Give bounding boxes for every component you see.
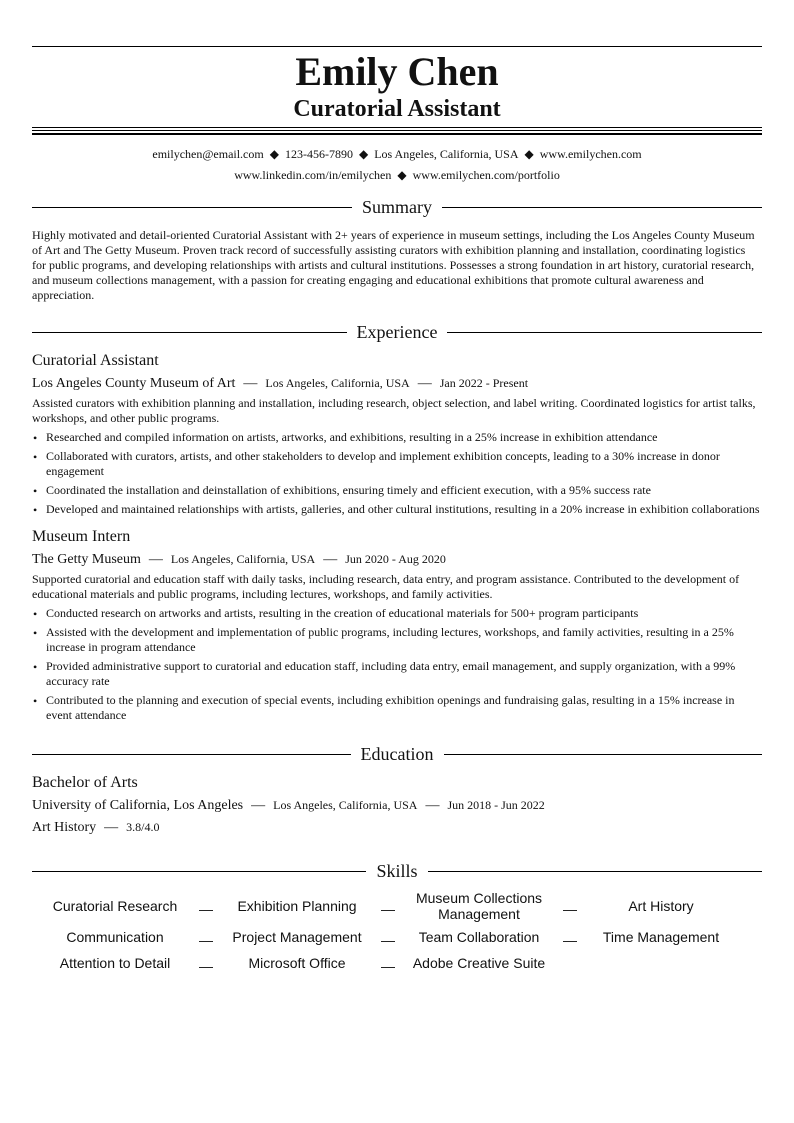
location: Los Angeles, California, USA: [374, 147, 519, 161]
summary-title: Summary: [362, 197, 432, 217]
dash-separator: —: [199, 958, 213, 974]
job-entry: [32, 527, 762, 723]
job-dates: Jun 2020 - Aug 2020: [345, 552, 446, 566]
job-org: Los Angeles County Museum of Art: [32, 376, 236, 391]
skill-item: Curatorial Research: [52, 898, 178, 914]
job-bullets: [32, 430, 762, 517]
skill-item: Museum Collections Management: [415, 890, 543, 922]
contact-line-2: [32, 165, 762, 186]
skills-grid: [32, 890, 762, 974]
dash-separator: —: [251, 798, 266, 813]
list-item: • Developed and maintained relationships with artists, galleries, and other cultural institutions, resulting in a 20% increase in exhibition collaborations: [33, 502, 760, 517]
skills-row: [32, 890, 762, 922]
bullet-icon: •: [33, 484, 38, 498]
skills-heading: [32, 860, 762, 882]
skills-title: Skills: [376, 861, 418, 881]
portfolio: www.emilychen.com/portfolio: [412, 168, 560, 182]
dash-separator: —: [199, 932, 213, 948]
linkedin: www.linkedin.com/in/emilychen: [234, 168, 392, 182]
bullet-icon: •: [33, 607, 38, 621]
list-item: • Coordinated the installation and deinstallation of exhibitions, ensuring timely and efficient execution, with a 95% success rate: [33, 483, 651, 498]
bullet-icon: •: [33, 660, 38, 674]
education-dates: Jun 2018 - Jun 2022: [447, 798, 545, 812]
candidate-name: Emily Chen: [295, 49, 499, 94]
skill-item: Time Management: [602, 929, 720, 945]
job-entry: [32, 351, 762, 517]
dash-separator: —: [381, 958, 395, 974]
bullet-icon: •: [33, 431, 38, 445]
dash-separator: —: [563, 901, 577, 917]
job-location: Los Angeles, California, USA: [170, 552, 316, 566]
top-rule: [32, 46, 762, 47]
list-item: • Provided administrative support to curatorial and education staff, including data entry, email management, and supply organization, with a 99% accuracy rate: [33, 659, 736, 688]
dash-separator: —: [563, 932, 577, 948]
skills-row: [32, 926, 762, 948]
header-rule: [32, 127, 762, 128]
summary-heading: [32, 196, 762, 218]
bullet-icon: •: [33, 503, 38, 517]
list-item: • Researched and compiled information on artists, artworks, and exhibitions, resulting in a 25% increase in exhibition attendance: [33, 430, 658, 445]
job-location: Los Angeles, California, USA: [265, 376, 410, 390]
major: Art History: [32, 820, 97, 835]
job-org: The Getty Museum: [32, 552, 141, 567]
dash-separator: —: [104, 820, 119, 835]
list-item: • Assisted with the development and implementation of public programs, including lectures, workshops, and family activities, resulting in a 25% increase in program attendance: [33, 625, 734, 654]
skill-item: Communication: [66, 929, 164, 945]
contact-line-1: [32, 144, 762, 165]
job-title: Curatorial Assistant: [32, 352, 159, 369]
education-heading: [32, 743, 762, 765]
job-dates: Jan 2022 - Present: [439, 376, 529, 390]
dash-separator: —: [417, 376, 432, 391]
dash-separator: —: [323, 552, 338, 567]
job-meta: [32, 549, 762, 570]
skill-item: Art History: [628, 898, 694, 914]
diamond-separator-icon: ◆: [524, 147, 534, 161]
experience-title: Experience: [356, 322, 438, 342]
skill-item: Team Collaboration: [418, 929, 540, 945]
list-item: • Contributed to the planning and execution of special events, including exhibition openings and fundraising galas, resulting in a 15% increase in event attendance: [33, 693, 735, 722]
education-title: Education: [360, 744, 434, 764]
experience-heading: [32, 321, 762, 343]
gpa: 3.8/4.0: [126, 820, 160, 834]
education-meta: [32, 795, 762, 816]
degree: Bachelor of Arts: [32, 774, 138, 791]
header-rule: [32, 130, 762, 131]
list-item: • Conducted research on artworks and artists, resulting in the creation of educational materials for 500+ program participants: [33, 606, 639, 621]
skills-row: [32, 952, 762, 974]
job-title: Museum Intern: [32, 528, 131, 545]
skill-item: Attention to Detail: [59, 955, 171, 971]
diamond-separator-icon: ◆: [358, 147, 369, 161]
skill-item: Project Management: [232, 929, 362, 945]
dash-separator: —: [425, 798, 440, 813]
job-meta: [32, 373, 762, 394]
list-item: • Collaborated with curators, artists, and other stakeholders to develop and implement exhibition concepts, leading to a 30% increase in donor engagement: [33, 449, 720, 478]
job-description: Supported curatorial and education staff with daily tasks, including research, data entry, and program assistance. Contributed to the development of educational materials and public programs, including lectures, workshops, and family activities.: [32, 572, 740, 601]
bullet-icon: •: [33, 626, 38, 640]
diamond-separator-icon: ◆: [397, 168, 407, 182]
bullet-icon: •: [33, 694, 38, 708]
header-rule-thick: [32, 133, 762, 135]
summary-text: Highly motivated and detail-oriented Curatorial Assistant with 2+ years of experience in museum settings, including the Los Angeles County Museum of Art and The Getty Museum. Proven track record of successfully assisting curators with exhibition planning and installation, coordinating logistics for public programs, and developing relationships with artists and cultural institutions. Possesses a strong foundation in art history, curatorial research, and museum collections management, with a passion for creating engaging and educational exhibitions that promote cultural awareness and appreciation.: [32, 228, 755, 302]
dash-separator: —: [381, 932, 395, 948]
candidate-role: Curatorial Assistant: [293, 96, 501, 122]
website: www.emilychen.com: [539, 147, 642, 161]
skill-item: Microsoft Office: [248, 955, 346, 971]
skill-item: Adobe Creative Suite: [412, 955, 546, 971]
diamond-separator-icon: ◆: [269, 147, 279, 161]
email: emilychen@email.com: [152, 147, 264, 161]
skill-item: Exhibition Planning: [237, 898, 357, 914]
dash-separator: —: [381, 901, 395, 917]
dash-separator: —: [148, 552, 163, 567]
school: University of California, Los Angeles: [32, 798, 244, 813]
dash-separator: —: [199, 901, 213, 917]
phone: 123-456-7890: [284, 147, 353, 161]
dash-separator: —: [243, 376, 258, 391]
major-line: [32, 817, 762, 838]
job-description: Assisted curators with exhibition planning and installation, including research, object selection, and label writing. Coordinated logistics for artist talks, workshops, and other public programs.: [32, 396, 756, 425]
school-location: Los Angeles, California, USA: [273, 798, 418, 812]
job-bullets: [32, 606, 762, 723]
resume-page: [32, 46, 762, 974]
bullet-icon: •: [33, 450, 38, 464]
